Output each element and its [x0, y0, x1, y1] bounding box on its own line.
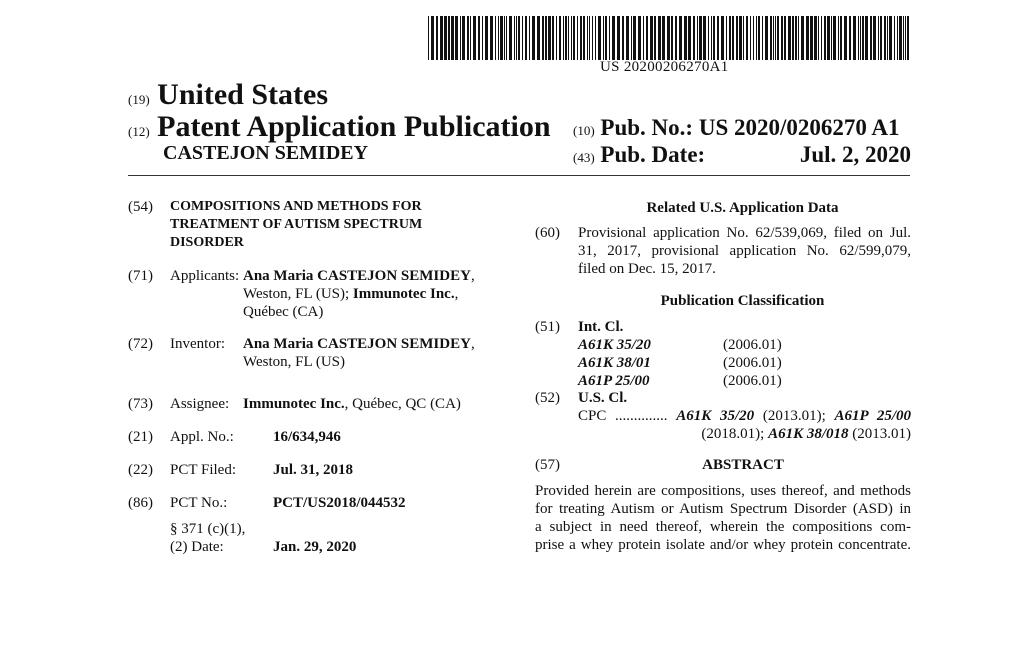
barcode-bar [697, 16, 698, 60]
barcode-bar [736, 16, 738, 60]
barcode-bar [542, 16, 544, 60]
barcode [428, 16, 910, 60]
barcode-bar [675, 16, 677, 60]
intcl-code: (51) [535, 319, 560, 335]
appl-no-label: Appl. No.: [170, 429, 234, 445]
barcode-bar [617, 16, 620, 60]
barcode-bar [662, 16, 665, 60]
barcode-bar [552, 16, 554, 60]
barcode-bar [806, 16, 809, 60]
barcode-bar [509, 16, 512, 60]
barcode-bar [568, 16, 569, 60]
abstract-line: a subject in need thereof, wherein the compositions com- [535, 519, 911, 535]
inventor-code: (72) [128, 336, 153, 352]
barcode-bar [688, 16, 691, 60]
barcode-bar [428, 16, 429, 60]
barcode-bar [462, 16, 465, 60]
barcode-bar [631, 16, 632, 60]
barcode-bar [870, 16, 872, 60]
related-data-title: Related U.S. Application Data [646, 200, 839, 216]
barcode-bar [862, 16, 864, 60]
intcl-class: A61K 38/01 [578, 355, 651, 371]
barcode-bar [798, 16, 799, 60]
title-line: COMPOSITIONS AND METHODS FOR [170, 199, 422, 214]
abstract-code: (57) [535, 457, 560, 473]
barcode-bar [801, 16, 804, 60]
barcode-bar [717, 16, 719, 60]
pub-date-line [573, 142, 911, 168]
barcode-bar [537, 16, 540, 60]
barcode-bar [821, 16, 822, 60]
barcode-bar [622, 16, 624, 60]
barcode-bar [633, 16, 636, 60]
barcode-bar [609, 16, 610, 60]
inventor-value [243, 335, 475, 371]
barcode-bar [844, 16, 847, 60]
intcl-row [578, 336, 911, 354]
barcode-bar [646, 16, 648, 60]
assignee-field [128, 395, 518, 415]
barcode-bar [529, 16, 530, 60]
pct-no-label: PCT No.: [170, 495, 228, 511]
barcode-bar [583, 16, 585, 60]
appl-no-field [128, 428, 518, 448]
barcode-bar [897, 16, 898, 60]
barcode-bar [693, 16, 695, 60]
barcode-bar [907, 16, 909, 60]
barcode-bar [525, 16, 527, 60]
barcode-bar [833, 16, 836, 60]
barcode-bar [603, 16, 604, 60]
pub-number-line [573, 115, 899, 141]
intcl-row [578, 372, 911, 390]
barcode-bar [500, 16, 503, 60]
barcode-bar [516, 16, 517, 60]
assignee-code: (73) [128, 396, 153, 412]
intcl-row [578, 354, 911, 372]
barcode-bar [495, 16, 496, 60]
applicant-name: Immunotec Inc. [352, 286, 455, 302]
provisional-line: filed on Dec. 15, 2017. [578, 261, 716, 277]
barcode-bar [773, 16, 774, 60]
country-heading [128, 78, 328, 112]
barcode-bar [532, 16, 535, 60]
cpc-date: (2013.01); [754, 408, 835, 424]
barcode-bar [514, 16, 515, 60]
barcode-bar [504, 16, 505, 60]
barcode-bar [814, 16, 817, 60]
barcode-bar [448, 16, 450, 60]
barcode-bar [482, 16, 483, 60]
inventor-location: Weston, FL (US) [243, 354, 345, 370]
barcode-bar [703, 16, 706, 60]
barcode-bar [784, 16, 786, 60]
provisional-text [578, 224, 911, 278]
barcode-bar [732, 16, 734, 60]
barcode-bar [824, 16, 826, 60]
barcode-bar [721, 16, 724, 60]
intcl-date: (2006.01) [723, 355, 782, 371]
pub-no-label: Pub. No.: [600, 115, 694, 140]
provisional-line: 31, 2017, provisional application No. 62/599,079, [578, 243, 911, 259]
barcode-bar [478, 16, 480, 60]
barcode-bar [559, 16, 561, 60]
applicants-value [243, 267, 475, 321]
cpc-class: A61P 25/00 [834, 408, 911, 424]
barcode-bar [643, 16, 644, 60]
applicant-location: Weston, FL (US); [243, 286, 353, 302]
barcode-bar [884, 16, 886, 60]
barcode-bar [490, 16, 493, 60]
barcode-bar [880, 16, 882, 60]
intcl-field [535, 318, 911, 390]
barcode-bar [831, 16, 832, 60]
intcl-rows [578, 336, 911, 390]
country-name: United States [157, 78, 329, 111]
barcode-bar [781, 16, 783, 60]
s371-label-line: § 371 (c)(1), [170, 521, 246, 537]
barcode-bar [658, 16, 661, 60]
title-field [128, 198, 518, 258]
barcode-bar [556, 16, 557, 60]
barcode-bar [853, 16, 856, 60]
inventor-short: CASTEJON SEMIDEY [163, 142, 369, 164]
barcode-bar [795, 16, 797, 60]
punctuation: , [470, 268, 475, 284]
cpc-classification [578, 407, 911, 443]
barcode-bar [485, 16, 488, 60]
barcode-number: US 20200206270A1 [600, 59, 729, 75]
appl-no-value: 16/634,946 [273, 429, 341, 445]
barcode-bar [750, 16, 751, 60]
cpc-date: (2013.01) [848, 426, 911, 442]
applicant-name: Ana Maria CASTEJON SEMIDEY [243, 268, 471, 284]
barcode-bar [739, 16, 742, 60]
barcode-bar [638, 16, 641, 60]
provisional-code: (60) [535, 225, 560, 241]
pct-filed-value: Jul. 31, 2018 [273, 462, 354, 478]
barcode-bar [565, 16, 567, 60]
barcode-bar [612, 16, 615, 60]
barcode-bar [729, 16, 731, 60]
type-code: (12) [128, 124, 150, 139]
title-code: (54) [128, 199, 153, 215]
intcl-date: (2006.01) [723, 337, 782, 353]
barcode-bar [451, 16, 454, 60]
barcode-bar [708, 16, 709, 60]
publication-type-heading [128, 110, 551, 144]
barcode-bar [770, 16, 772, 60]
barcode-bar [788, 16, 791, 60]
barcode-bar [467, 16, 469, 60]
barcode-bar [444, 16, 447, 60]
barcode-bar [889, 16, 892, 60]
pub-date-value: Jul. 2, 2020 [799, 142, 911, 167]
barcode-bar [792, 16, 794, 60]
inventor-name: Ana Maria CASTEJON SEMIDEY [243, 336, 471, 352]
inventor-label: Inventor: [170, 336, 225, 352]
appl-no-code: (21) [128, 429, 153, 445]
intcl-class: A61K 35/20 [578, 337, 651, 353]
barcode-bar [753, 16, 754, 60]
pub-date-label: Pub. Date: [600, 142, 706, 167]
applicants-field [128, 267, 518, 327]
cpc-date: (2018.01); [701, 426, 769, 442]
barcode-bar [598, 16, 601, 60]
assignee-name: Immunotec Inc. [243, 396, 345, 412]
barcode-bar [679, 16, 682, 60]
invention-title [170, 198, 422, 252]
barcode-bar [587, 16, 588, 60]
barcode-bar [810, 16, 813, 60]
cpc-label: CPC .............. [578, 408, 668, 424]
barcode-bar [905, 16, 906, 60]
barcode-bar [903, 16, 904, 60]
title-line: DISORDER [170, 235, 244, 250]
punctuation: , [454, 286, 459, 302]
barcode-bar [743, 16, 744, 60]
barcode-bar [571, 16, 572, 60]
barcode-bar [460, 16, 461, 60]
pub-no-value: US 2020/0206270 A1 [698, 115, 900, 140]
pct-filed-field [128, 461, 518, 481]
pub-no-code: (10) [573, 123, 595, 138]
barcode-bar [522, 16, 523, 60]
barcode-bar [589, 16, 590, 60]
barcode-bar [873, 16, 876, 60]
abstract-title: ABSTRACT [702, 457, 784, 473]
pub-class-title: Publication Classification [660, 293, 825, 309]
barcode-bar [518, 16, 520, 60]
abstract-line: for treating Autism or Autism Spectrum Disorder (ASD) in [535, 501, 911, 517]
s371-label [170, 520, 245, 556]
barcode-bar [684, 16, 687, 60]
s371-label-line: (2) Date: [170, 539, 224, 555]
barcode-bar [455, 16, 458, 60]
publication-type: Patent Application Publication [157, 110, 551, 143]
barcode-bar [498, 16, 499, 60]
barcode-bar [887, 16, 888, 60]
provisional-line: Provisional application No. 62/539,069, filed on Jul. [578, 225, 911, 241]
pub-date-code: (43) [573, 150, 595, 165]
inventor-field [128, 335, 518, 375]
pct-no-value: PCT/US2018/044532 [273, 495, 406, 511]
provisional-field [535, 224, 911, 280]
barcode-bar [860, 16, 861, 60]
s371-value: Jan. 29, 2020 [273, 539, 357, 555]
assignee-value [243, 395, 461, 413]
barcode-bar [440, 16, 443, 60]
uscl-code: (52) [535, 390, 560, 406]
barcode-bar [756, 16, 757, 60]
barcode-bar [878, 16, 879, 60]
abstract-heading-row [535, 456, 911, 476]
barcode-bar [595, 16, 596, 60]
barcode-bar [431, 16, 434, 60]
barcode-bar [711, 16, 712, 60]
barcode-bar [592, 16, 593, 60]
barcode-bar [563, 16, 564, 60]
abstract-text [535, 482, 911, 554]
barcode-bar [865, 16, 868, 60]
barcode-bar [840, 16, 842, 60]
header-divider [128, 175, 910, 176]
barcode-bar [713, 16, 715, 60]
barcode-bar [605, 16, 607, 60]
barcode-bar [506, 16, 507, 60]
intcl-label: Int. Cl. [578, 319, 624, 335]
intcl-date: (2006.01) [723, 373, 782, 389]
assignee-label: Assignee: [170, 396, 230, 412]
uscl-label: U.S. Cl. [578, 390, 628, 406]
abstract-line: prise a whey protein isolate and/or whey protein concentrate. [535, 537, 911, 553]
pct-filed-label: PCT Filed: [170, 462, 236, 478]
barcode-bar [436, 16, 438, 60]
barcode-bar [827, 16, 830, 60]
barcode-bar [473, 16, 476, 60]
barcode-bar [545, 16, 547, 60]
barcode-bar [894, 16, 895, 60]
country-code: (19) [128, 92, 150, 107]
cpc-class: A61K 35/20 [676, 408, 755, 424]
barcode-bar [849, 16, 851, 60]
pct-no-field [128, 494, 518, 514]
barcode-bar [577, 16, 578, 60]
cpc-class: A61K 38/018 [768, 426, 849, 442]
barcode-bar [765, 16, 768, 60]
barcode-bar [899, 16, 902, 60]
barcode-bar [573, 16, 575, 60]
barcode-bar [654, 16, 656, 60]
pct-no-code: (86) [128, 495, 153, 511]
barcode-bar [818, 16, 819, 60]
barcode-bar [746, 16, 748, 60]
barcode-bar [777, 16, 779, 60]
barcode-bar [580, 16, 582, 60]
barcode-bar [838, 16, 839, 60]
barcode-bar [858, 16, 859, 60]
uscl-field [535, 389, 911, 445]
title-line: TREATMENT OF AUTISM SPECTRUM [170, 217, 423, 232]
barcode-bar [667, 16, 670, 60]
barcode-bar [726, 16, 727, 60]
barcode-bar [775, 16, 776, 60]
s371-field [128, 520, 518, 560]
intcl-class: A61P 25/00 [578, 373, 650, 389]
applicants-label: Applicants: [170, 268, 240, 284]
barcode-bar [762, 16, 763, 60]
barcode-bar [650, 16, 653, 60]
abstract-line: Provided herein are compositions, uses thereof, and methods [535, 483, 911, 499]
barcode-bar [626, 16, 629, 60]
barcode-bar [548, 16, 551, 60]
applicants-code: (71) [128, 268, 153, 284]
punctuation: , [470, 336, 475, 352]
applicant-location: Québec (CA) [243, 304, 324, 320]
barcode-bar [470, 16, 471, 60]
barcode-bar [758, 16, 760, 60]
barcode-bar [671, 16, 673, 60]
barcode-bar [699, 16, 702, 60]
pct-filed-code: (22) [128, 462, 153, 478]
assignee-location: , Québec, QC (CA) [344, 396, 461, 412]
